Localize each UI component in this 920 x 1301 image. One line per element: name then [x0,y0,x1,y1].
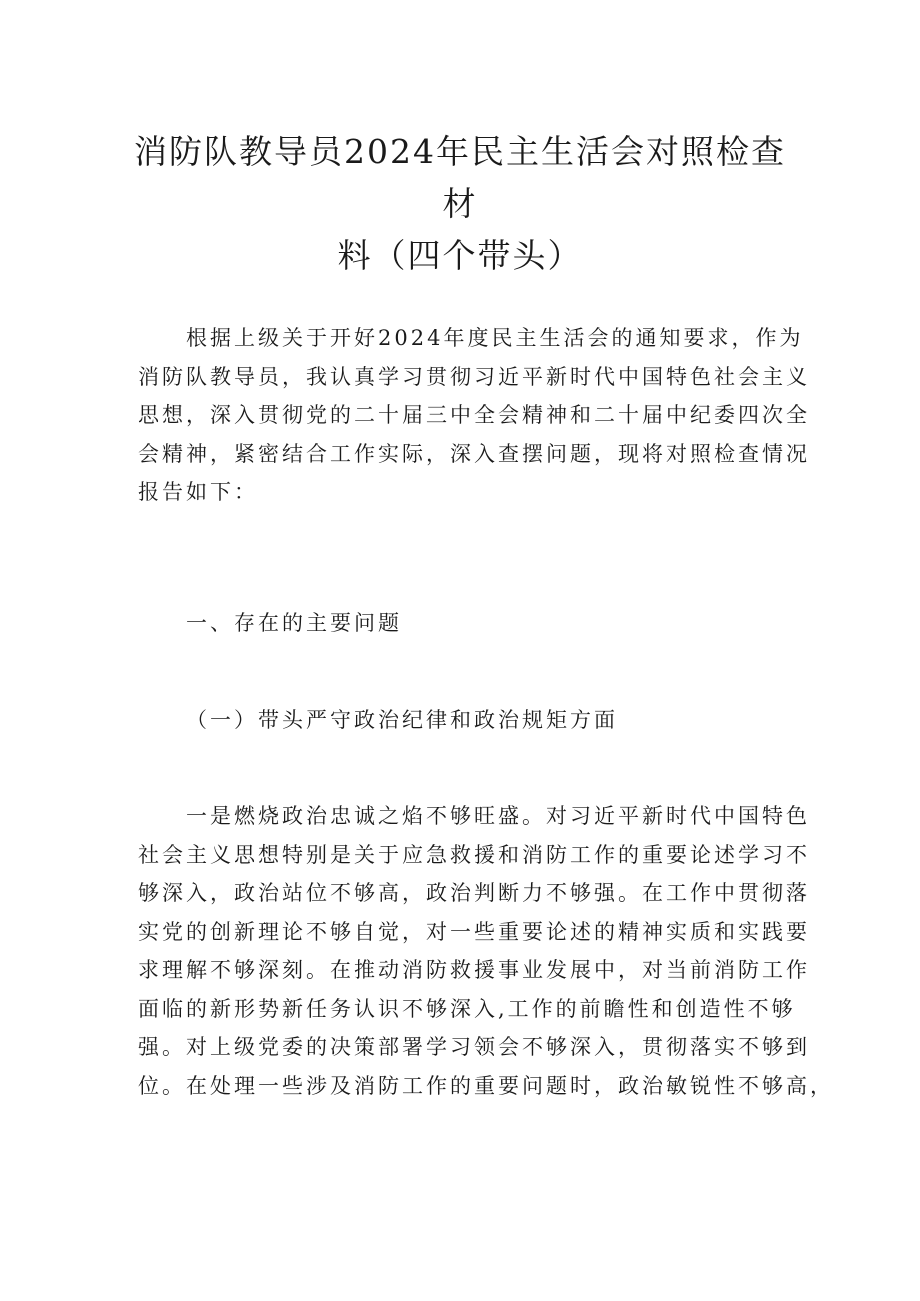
document-title [120,126,800,282]
body-line: 强。对上级党委的决策部署学习领会不够深入，贯彻落实不够到 [138,1035,810,1059]
intro-line: 会精神，紧密结合工作实际，深入查摆问题，现将对照检查情况 [138,441,810,466]
intro-line: 思想，深入贯彻党的二十届三中全会精神和二十届中纪委四次全 [138,403,810,427]
body-line: 社会主义思想特别是关于应急救援和消防工作的重要论述学习不 [138,842,810,867]
body-line: 求理解不够深刻。在推动消防救援事业发展中，对当前消防工作 [138,958,810,982]
body-line: 实党的创新理论不够自觉，对一些重要论述的精神实质和实践要 [138,919,810,944]
body-line: 面临的新形势新任务认识不够深入,工作的前瞻性和创造性不够 [138,996,796,1021]
intro-line: 消防队教导员，我认真学习贯彻习近平新时代中国特色社会主义 [138,364,810,389]
title-line-2: 料（四个带头） [337,236,583,275]
title-line-1: 消防队教导员2024年民主生活会对照检查材 [134,132,786,223]
subsection-heading-discipline: （一）带头严守政治纪律和政治规矩方面 [186,708,618,732]
section-heading-problems: 一、存在的主要问题 [186,611,402,635]
body-line: 够深入，政治站位不够高，政治判断力不够强。在工作中贯彻落 [138,881,810,905]
body-line: 一是燃烧政治忠诚之焰不够旺盛。对习近平新时代中国特色 [186,804,810,828]
body-paragraph [138,797,834,1105]
body-line: 位。在处理一些涉及消防工作的重要问题时，政治敏锐性不够高， [138,1073,834,1098]
intro-line: 报告如下： [138,480,258,504]
intro-paragraph [138,319,810,512]
intro-line: 根据上级关于开好2024年度民主生活会的通知要求，作为 [186,326,804,350]
